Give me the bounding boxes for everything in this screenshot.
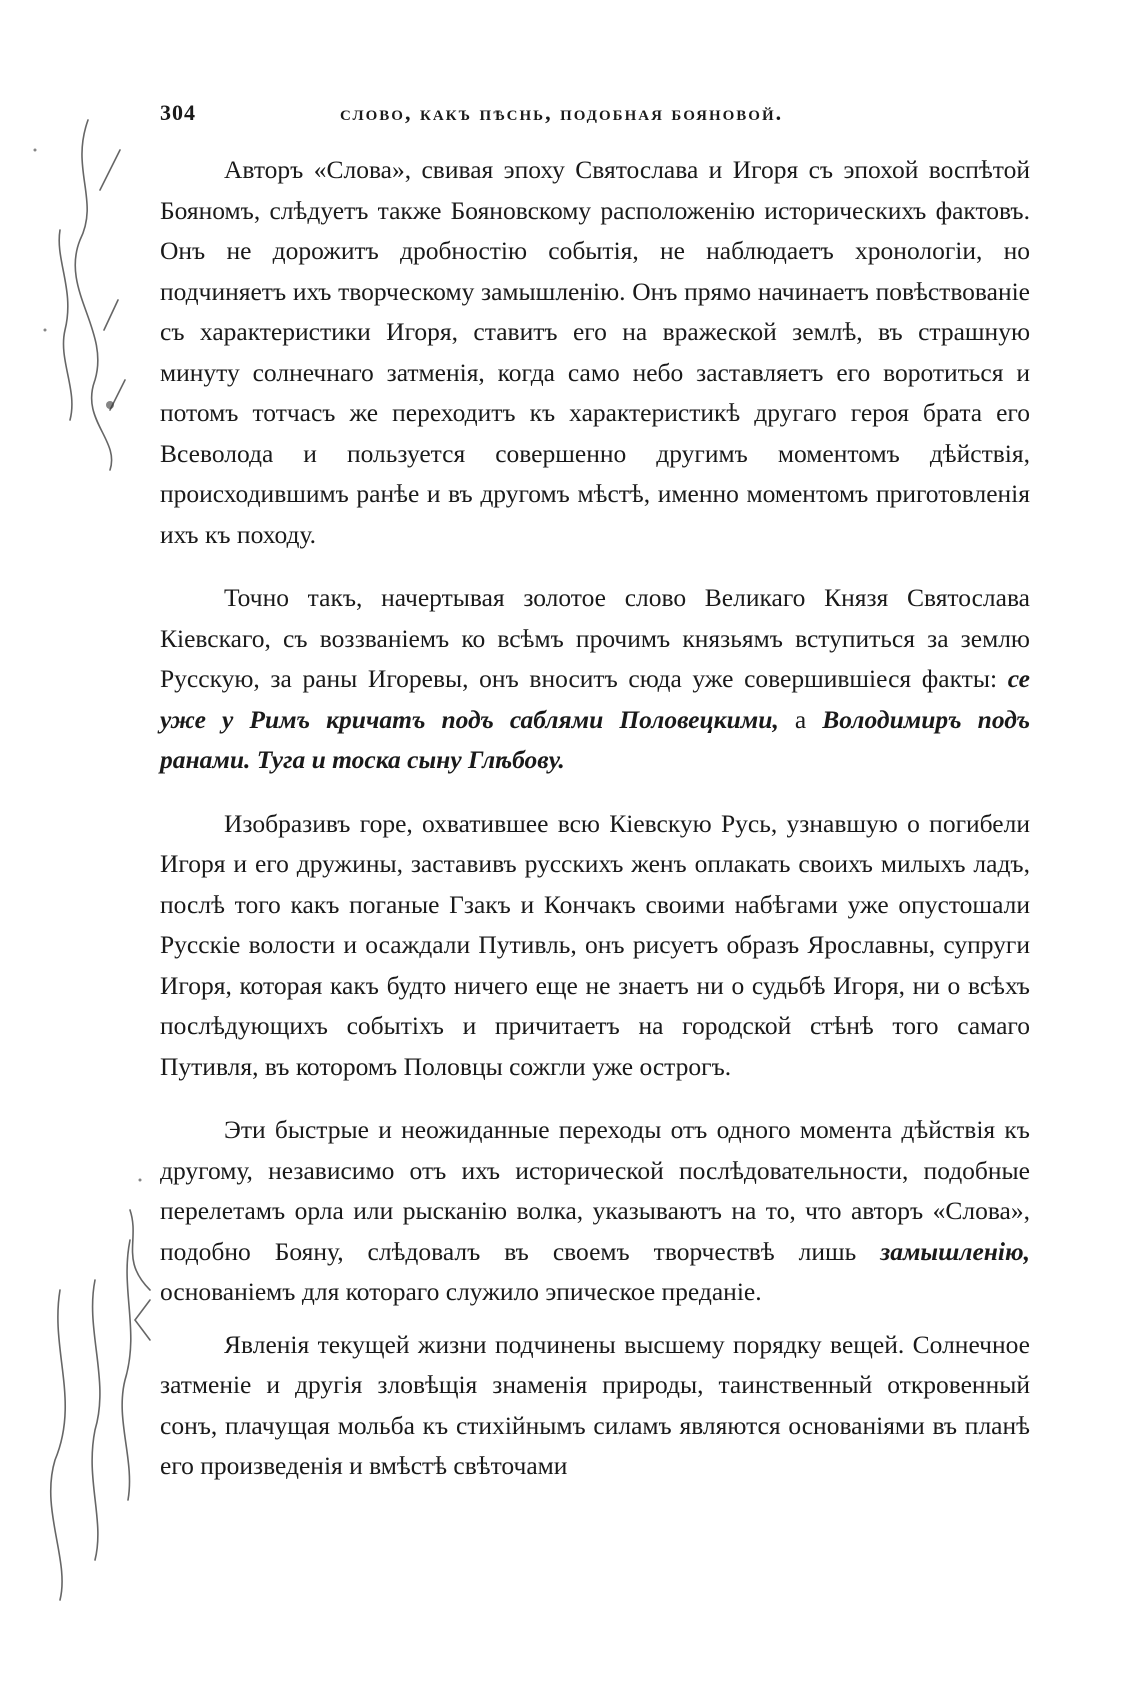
body-text [160,150,1030,1487]
page-number: 304 [160,100,196,125]
paragraph-4 [160,1110,1030,1313]
margin-scribble-6 [92,1280,100,1560]
margin-scribble-4 [130,1210,150,1290]
page-header [160,100,1040,140]
quote-1: се уже у Римъ кричатъ подъ саблями Половецкими, [160,664,1030,734]
paragraph-4-text-before: Эти быстрые и неожиданные переходы отъ одного момента дѣйствія къ другому, независимо отъ ихъ исторической послѣдовательности, подобные перелетамъ орла или рысканію волка, указываютъ на то, что авторъ «Слова», подобно Бояну, слѣдовалъ въ своемъ творчествѣ лишь [160,1115,1030,1266]
paragraph-3: Изобразивъ горе, охватившее всю Кіевскую Русь, узнавшую о погибели Игоря и его дружины, заставивъ русскихъ женъ оплакать своихъ милыхъ ладъ, послѣ того какъ поганые Гзакъ и Кончакъ своими набѣгами уже опустошали Русскіе волости и осаждали Путивль, онъ рисуетъ образъ Ярославны, супруги Игоря, которая какъ будто ничего еще не знаетъ ни о судьбѣ Игоря, ни о всѣхъ послѣдующихъ событіхъ и причитаетъ на городской стѣнѣ того самаго Путивля, въ которомъ Половцы сожгли уже острогъ. [160,808,1030,1081]
running-title: слово, какъ пѣснь, подобная бояновой. [340,100,784,125]
paragraph-1: Авторъ «Слова», свивая эпоху Святослава и Игоря съ эпохой воспѣтой Бояномъ, слѣдуетъ также Бояновскому расположенію историческихъ фактовъ. Онъ не дорожитъ дробностію событія, не наблюдаетъ хронологіи, но подчиняетъ ихъ творческому замышленію. Онъ прямо начинаетъ повѣствованіе съ характеристики Игоря, ставитъ его на вражеской землѣ, въ страшную минуту солнечнаго затменія, когда само небо заставляетъ его воротиться и потомъ тотчасъ же переходитъ къ характеристикѣ другаго героя брата его Всеволода и пользуется совершенно другимъ моментомъ дѣйствія, происходившимъ ранѣе и въ другомъ мѣстѣ, именно моментомъ приготовленія ихъ къ походу. [160,155,1030,549]
emphasis-word: замышленію, [880,1236,1030,1266]
paragraph-2-text-middle: а [778,704,823,734]
margin-scribble-1 [75,120,111,470]
paragraph-2-text-before: Точно такъ, начертывая золотое слово Великаго Князя Святослава Кіевскаго, съ воззваніемъ ко всѣмъ прочимъ князьямъ вступиться за землю Русскую, за раны Игоревы, онъ вноситъ сюда уже совершившіеся факты: [160,583,1030,693]
paragraph-4-text-after: основаніемъ для котораго служило эпическое преданіе. [160,1277,762,1306]
margin-dot-3 [44,329,47,332]
quote-2: Володимиръ подъ ранами. Туга и тоска сыну Глѣбову. [160,704,1031,774]
margin-scribble-3 [100,150,125,410]
margin-handwriting [0,0,160,1701]
margin-scribble-8 [135,1300,150,1340]
margin-scribble-7 [122,1240,131,1500]
margin-scribble-5 [51,1290,66,1600]
margin-dot-1 [106,401,114,409]
paragraph-5: Явленія текущей жизни подчинены высшему порядку вещей. Солнечное затменіе и другія зловѣщія знаменія природы, таинственный откровенный сонъ, плачущая мольба къ стихійнымъ силамъ являются основаніями въ планѣ его произведенія и вмѣстѣ свѣточами [160,1329,1030,1480]
margin-dot-4 [139,1179,142,1182]
paragraph-2 [160,578,1030,781]
margin-scribble-2 [59,230,72,420]
margin-dot-2 [34,149,37,152]
